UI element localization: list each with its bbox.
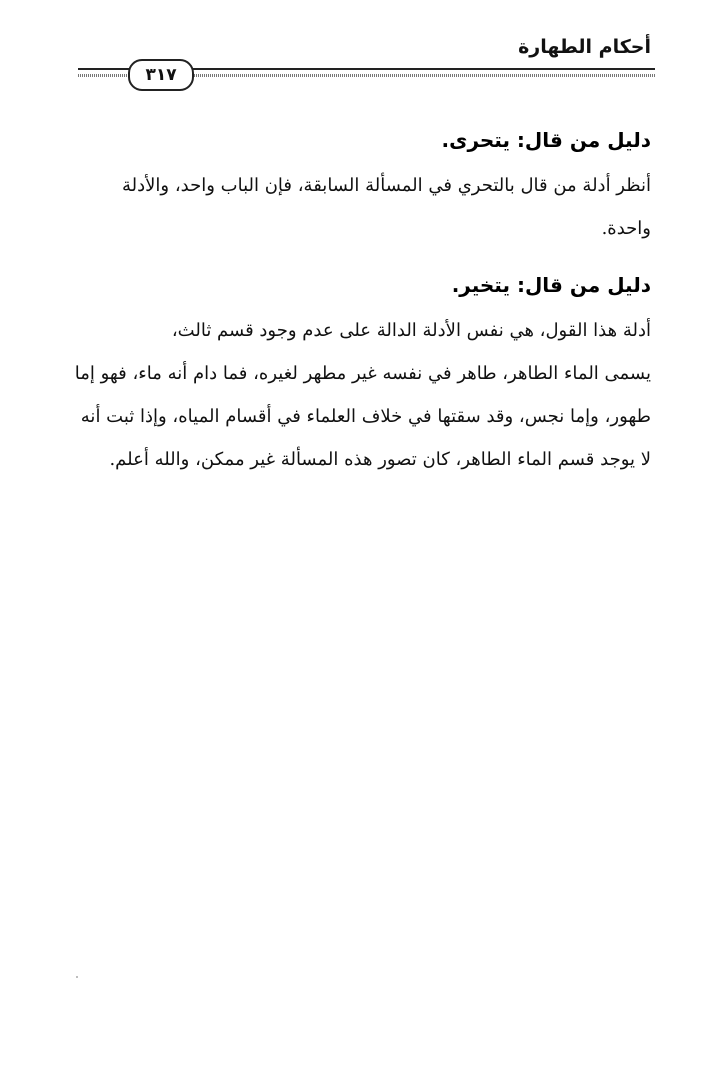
scan-speck	[76, 976, 78, 978]
paragraph-line: واحدة.	[601, 218, 651, 239]
section-heading-tahari: دليل من قال: يتحرى.	[441, 128, 651, 152]
section-paragraph-takhayyur	[74, 309, 651, 481]
section-heading-takhayyur: دليل من قال: يتخير.	[451, 273, 651, 297]
paragraph-line: طهور، وإما نجس، وقد سقتها في خلاف العلماء في أقسام المياه، وإذا ثبت أنه	[80, 406, 651, 427]
paragraph-line: أنظر أدلة من قال بالتحري في المسألة السابقة، فإن الباب واحد، والأدلة	[122, 175, 651, 196]
paragraph-line: لا يوجد قسم الماء الطاهر، كان تصور هذه المسألة غير ممكن، والله أعلم.	[109, 449, 651, 470]
page-number: ٣١٧	[128, 59, 194, 91]
paragraph-line: يسمى الماء الطاهر، طاهر في نفسه غير مطهر لغيره، فما دام أنه ماء، فهو إما	[74, 363, 651, 384]
running-header-title: أحكام الطهارة	[518, 36, 651, 58]
section-paragraph-tahari	[78, 164, 651, 250]
paragraph-line: أدلة هذا القول، هي نفس الأدلة الدالة على عدم وجود قسم ثالث،	[171, 320, 651, 341]
